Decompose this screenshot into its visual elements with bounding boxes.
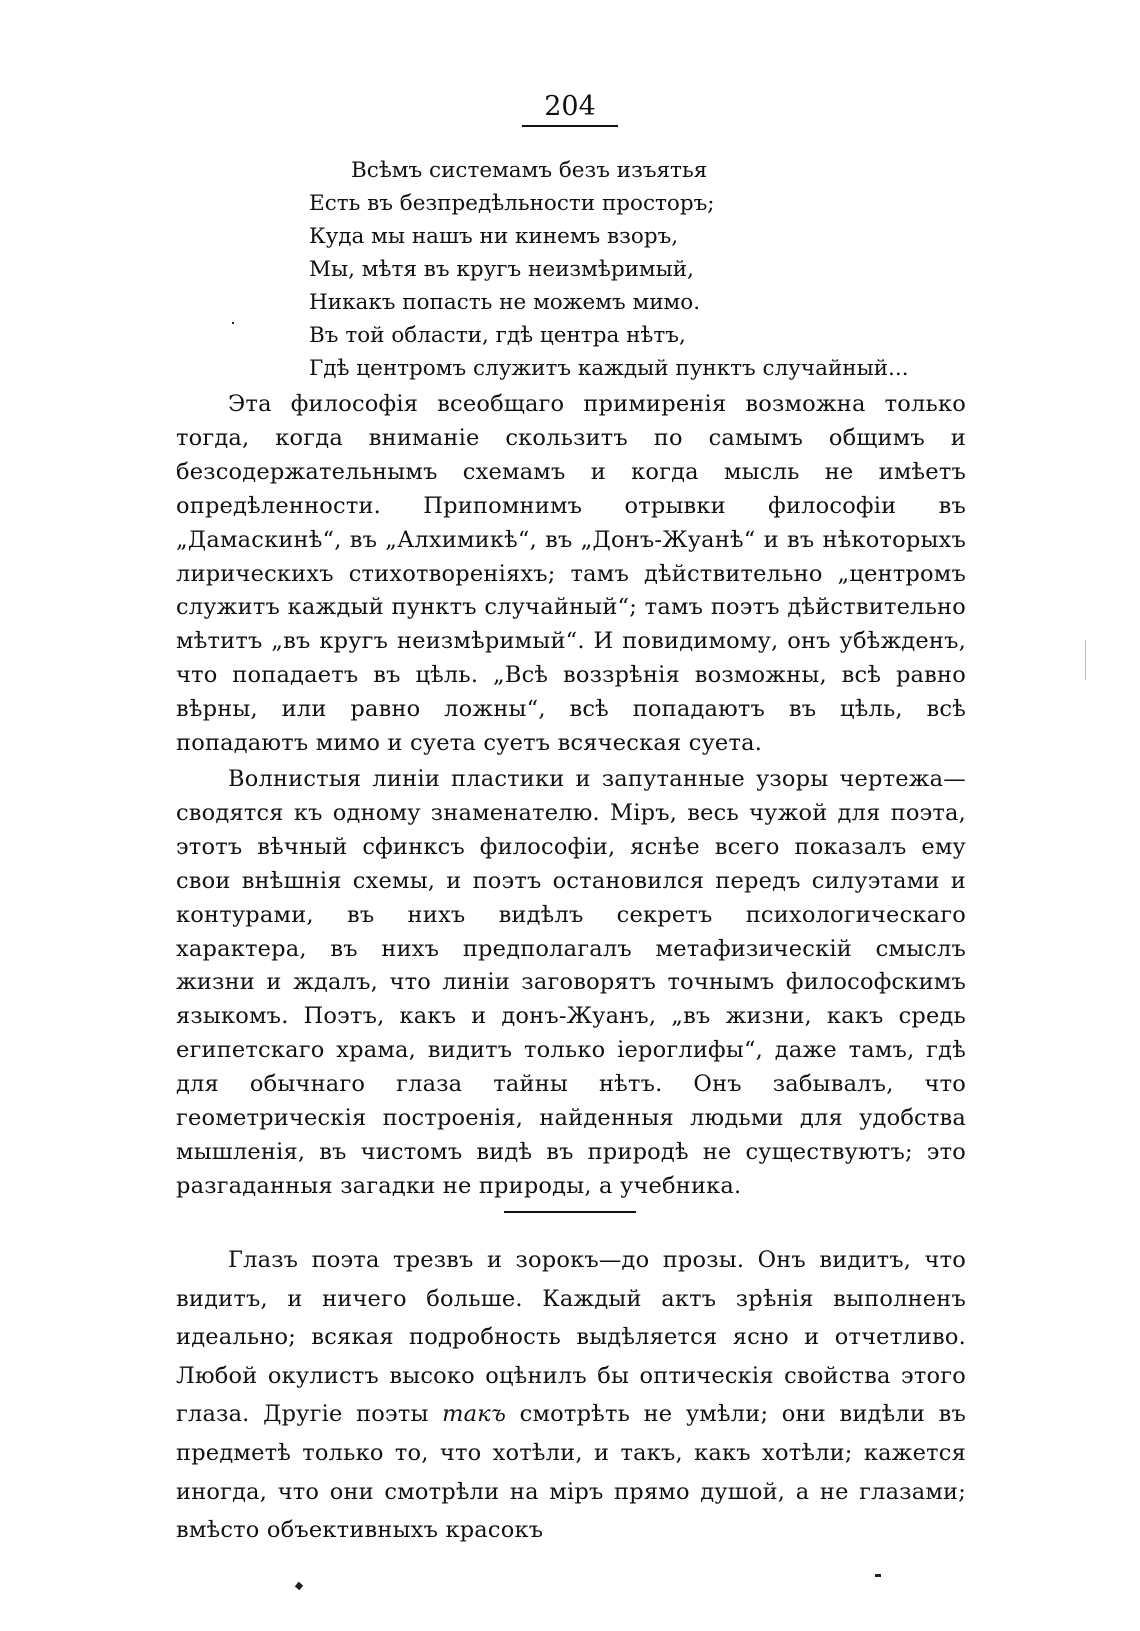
header-rule — [522, 125, 618, 127]
verse-block — [309, 154, 969, 385]
verse-line: Есть въ безпредѣльности просторъ; — [309, 191, 715, 216]
verse-line: Никакъ попасть не можемъ мимо. — [309, 290, 701, 315]
body-text — [176, 388, 966, 1204]
verse-line: Мы, мѣтя въ кругъ неизмѣримый, — [309, 257, 694, 282]
verse-line: Въ той области, гдѣ центра нѣтъ, — [309, 323, 686, 348]
verse-line: Всѣмъ системамъ безъ изъятья — [351, 158, 708, 183]
print-speck — [232, 322, 234, 324]
page-number: 204 — [544, 91, 596, 122]
section-divider — [504, 1211, 636, 1213]
italic-emphasis: такъ — [442, 1401, 507, 1428]
paragraph — [176, 1241, 966, 1550]
print-speck — [875, 1574, 881, 1577]
paragraph-text: смотрѣть не умѣли; они видѣли въ предметѣ только то, что хотѣли, и такъ, какъ хотѣли; кажется иногда, что они смотрѣли на міръ прямо душой, а не глазами; вмѣсто объективныхъ красокъ — [176, 1401, 966, 1544]
verse-line: Куда мы нашъ ни кинемъ взоръ, — [309, 224, 679, 249]
paragraph-text: Глазъ поэта трезвъ и зорокъ—до прозы. Онъ видитъ, что видитъ, и ничего больше. Каждый актъ зрѣнія выполненъ идеально; всякая подробность выдѣляется ясно и отчетливо. Любой окулистъ высоко оцѣнилъ бы оптическія свойства этого глаза. Другіе поэты — [176, 1247, 966, 1428]
paragraph: Эта философія всеобщаго примиренія возможна только тогда, когда вниманіе скользитъ по самымъ общимъ и безсодержательнымъ схемамъ и когда мысль не имѣетъ опредѣленности. Припомнимъ отрывки философіи въ „Дамаскинѣ“, въ „Алхимикѣ“, въ „Донъ-Жуанѣ“ и въ нѣкоторыхъ лирическихъ стихотвореніяхъ; тамъ дѣйствительно „центромъ служитъ каждый пунктъ случайный“; тамъ поэтъ дѣйствительно мѣтитъ „въ кругъ неизмѣримый“. И повидимому, онъ убѣжденъ, что попадаетъ въ цѣль. „Всѣ воззрѣнія возможны, всѣ равно вѣрны, или равно ложны“, всѣ попадаютъ въ цѣль, всѣ попадаютъ мимо и суета суетъ всяческая суета. — [176, 391, 966, 757]
print-speck — [1085, 640, 1086, 680]
print-speck — [295, 1582, 303, 1590]
final-section — [176, 1241, 966, 1550]
paragraph: Волнистыя линіи пластики и запутанные узоры чертежа—сводятся къ одному знаменателю. Міръ, весь чужой для поэта, этотъ вѣчный сфинксъ философіи, яснѣе всего показалъ ему свои внѣшнія схемы, и поэтъ остановился передъ силуэтами и контурами, въ нихъ видѣлъ секретъ психологическаго характера, въ нихъ предполагалъ метафизическій смыслъ жизни и ждалъ, что линіи заговорятъ точнымъ философскимъ языкомъ. Поэтъ, какъ и донъ-Жуанъ, „въ жизни, какъ средь египетскаго храма, видитъ только іероглифы“, даже тамъ, гдѣ для обычнаго глаза тайны нѣтъ. Онъ забывалъ, что геометрическія построенія, найденныя людьми для удобства мышленія, въ чистомъ видѣ въ природѣ не существуютъ; это разгаданныя загадки не природы, а учебника. — [176, 765, 966, 1199]
verse-line: Гдѣ центромъ служитъ каждый пунктъ случайный... — [309, 356, 909, 381]
